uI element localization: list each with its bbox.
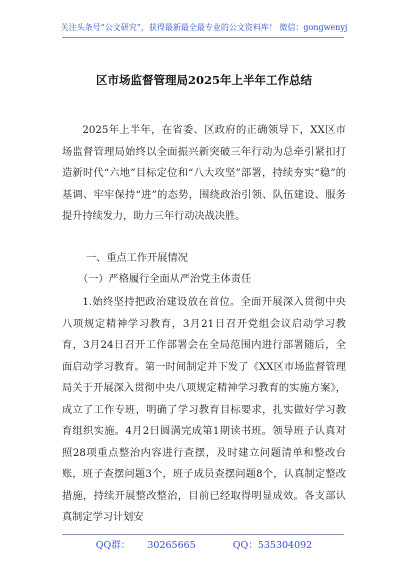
body-paragraph: 1.始终坚持把政治建设放在首位。全面开展深入贯彻中央八项规定精神学习教育，3月21日召开党组会议启动学习教育，3月24日召开工作部署会在全局范围内进行部署随后，全面启动学习教育。第一时间制定并下发了《XX区市场监督管理局关于开展深入贯彻中央八项规定精神学习教育的实施方案》，成立了工作专班，明确了学习教育目标要求，扎实做好学习教育组织实施。4月2日圆满完成第1期读书班。领导班子认真对照28项重点整治内容进行查摆，及时建立问题清单和整改台账，班子查摆问题3个，班子成员查摆问题8个，认真制定整改措施，持续开展整改整治，目前已经取得明显成效。各支部认真制定学习计划安 <box>62 297 346 523</box>
footer-qq-group: QQ群： 30265665 <box>95 540 196 551</box>
footer-contact <box>0 537 408 551</box>
section-heading: 一、重点工作开展情况 <box>86 253 188 264</box>
header-banner: 关注头条号“公文研究”，获得最新最全最专业的公文资料库！ 微信：gongwenyj <box>60 23 348 32</box>
subsection-heading: （一）严格履行全面从严治党主体责任 <box>78 274 252 285</box>
intro-paragraph: 2025年上半年，在省委、区政府的正确领导下，XX区市场监督管理局始终以全面振兴新突破三年行动为总牵引紧扣打造新时代“六地”目标定位和“八大攻坚”部署，持续夯实“稳”的基调、牢牢保持“进”的态势，围绕政治引领、队伍建设、服务提升持续发力，助力三年行动决战决胜。 <box>62 125 346 222</box>
document-title: 区市场监督管理局2025年上半年工作总结 <box>95 73 312 87</box>
header-divider <box>62 37 344 38</box>
footer-divider <box>62 534 344 535</box>
footer-qq: QQ：535304092 <box>232 540 313 551</box>
